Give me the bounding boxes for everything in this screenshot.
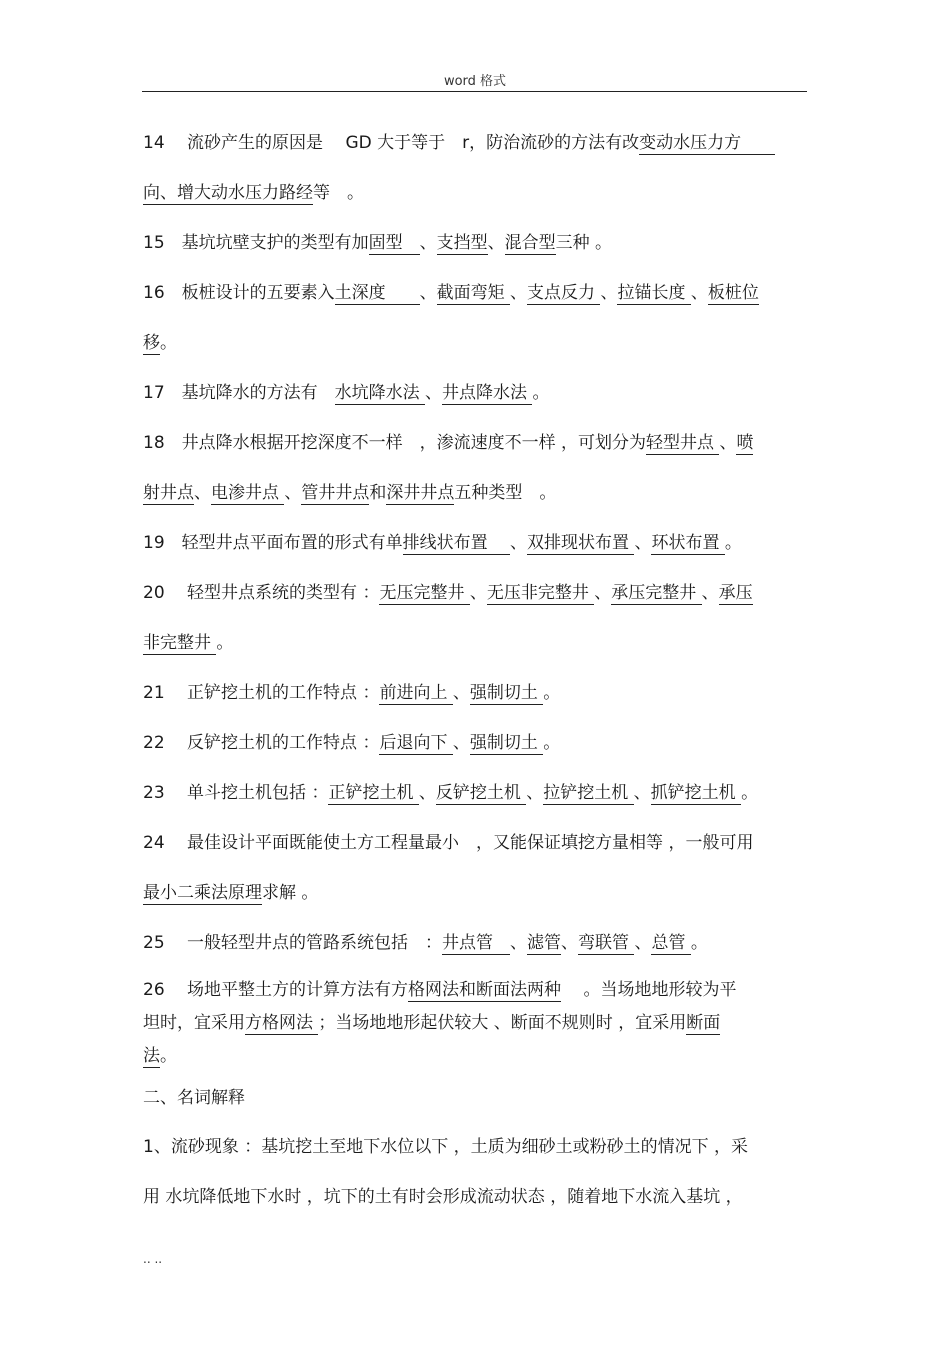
text-run: 求解 。 xyxy=(262,883,319,903)
answer-underlined: 断面 xyxy=(686,1013,721,1033)
text-run: 23 单斗挖土机包括 ： xyxy=(143,783,329,803)
answer-underlined: 最小二乘法原理 xyxy=(143,883,262,903)
text-run: 、 xyxy=(510,283,528,303)
text-run: 、 xyxy=(510,533,528,553)
text-run: 。 xyxy=(543,683,561,703)
answer-underlined: 强制切土 xyxy=(469,733,544,753)
text-run: 22 反铲挖土机的工作特点 ： xyxy=(143,733,380,753)
answer-underlined: 变动水压力方 xyxy=(639,133,776,153)
text-run: 、 xyxy=(510,933,528,953)
answer-underlined: 支挡型 xyxy=(436,233,488,253)
answer-underlined: 水坑降水法 xyxy=(334,383,426,403)
text-run: 、 xyxy=(634,533,652,553)
text-run: 坦时，宜采用 xyxy=(143,1013,245,1033)
text-run: 五种类型 。 xyxy=(454,483,557,503)
text-run: 。 xyxy=(724,533,742,553)
answer-underlined: 移 xyxy=(143,333,160,353)
answer-underlined: 前进向上 xyxy=(379,683,453,703)
text-run: 、 xyxy=(419,233,437,253)
text-line xyxy=(143,978,736,1002)
answer-underlined: 拉铲挖土机 xyxy=(543,783,634,803)
answer-underlined: 土深度 xyxy=(334,283,420,303)
text-run: 二、名词解释 xyxy=(143,1088,245,1108)
text-run: 、 xyxy=(425,383,443,403)
text-line xyxy=(143,1086,245,1110)
answer-underlined: 电渗井点 xyxy=(211,483,285,503)
text-run: 。 xyxy=(690,933,708,953)
text-run: 、 xyxy=(600,283,618,303)
answer-underlined: 射井点 xyxy=(143,483,194,503)
answer-underlined: 管井井点 xyxy=(301,483,370,503)
page-header: word 格式 xyxy=(443,74,507,89)
text-run: 16 板桩设计的五要素入 xyxy=(143,283,335,303)
answer-underlined: 喷 xyxy=(736,433,754,453)
answer-underlined: 截面弯矩 xyxy=(436,283,511,303)
text-run: ；当场地地形起伏较大 、断面不规则时 ，宜采用 xyxy=(318,1013,687,1033)
answer-underlined: 格网法和断面法两种 xyxy=(408,980,562,1000)
text-line xyxy=(143,681,560,705)
answer-underlined: 抓铲挖土机 xyxy=(650,783,742,803)
answer-underlined: 承压完整井 xyxy=(611,583,702,603)
text-run: 25 一般轻型井点的管路系统包括 ： xyxy=(143,933,443,953)
text-line xyxy=(143,581,753,605)
text-run: 15 基坑坑壁支护的类型有加 xyxy=(143,233,369,253)
answer-underlined: 滤管 xyxy=(527,933,562,953)
answer-underlined: 总管 xyxy=(651,933,691,953)
answer-underlined: 环状布置 xyxy=(651,533,725,553)
answer-underlined: 固型 xyxy=(368,233,420,253)
text-run: 26 场地平整土方的计算方法有方 xyxy=(143,980,409,1000)
text-line xyxy=(143,531,742,555)
text-line xyxy=(143,281,759,305)
text-run: 和 xyxy=(369,483,387,503)
text-run: 、 xyxy=(633,783,651,803)
text-run: 、 xyxy=(284,483,302,503)
page-footer: .. .. xyxy=(143,1252,163,1266)
answer-underlined: 非完整井 xyxy=(143,633,217,653)
text-run: 。 xyxy=(532,383,550,403)
text-line xyxy=(143,831,753,855)
text-line xyxy=(143,731,560,755)
text-run: 。 xyxy=(160,333,177,353)
header-divider xyxy=(142,91,807,92)
answer-underlined: 向、增大动水压力路经 xyxy=(143,183,313,203)
answer-underlined: 无压非完整井 xyxy=(486,583,595,603)
text-run: 。 xyxy=(543,733,561,753)
text-run: 等 。 xyxy=(313,183,364,203)
answer-underlined: 强制切土 xyxy=(469,683,544,703)
text-run: 18 井点降水根据开挖深度不一样 ，渗流速度不一样 ，可划分为 xyxy=(143,433,647,453)
text-run: 1、流砂现象 ：基坑挖土至地下水位以下 ，土质为细砂土或粉砂土的情况下 ，采 xyxy=(143,1137,749,1157)
answer-underlined: 方格网法 xyxy=(245,1013,319,1033)
text-run: 、 xyxy=(526,783,544,803)
text-line xyxy=(143,481,556,505)
answer-underlined: 无压完整井 xyxy=(379,583,470,603)
text-line xyxy=(143,381,549,405)
answer-underlined: 排线状布置 xyxy=(402,533,511,553)
answer-underlined: 反铲挖土机 xyxy=(435,783,527,803)
answer-underlined: 井点管 xyxy=(442,933,511,953)
answer-underlined: 法 xyxy=(143,1046,160,1066)
text-run: 、 xyxy=(469,583,487,603)
text-run: 24 最佳设计平面既能使土方工程量最小 ，又能保证填挖方量相等 ，一般可用 xyxy=(143,833,754,853)
answer-underlined: 正铲挖土机 xyxy=(328,783,419,803)
answer-underlined: 承压 xyxy=(718,583,753,603)
text-line xyxy=(143,331,177,355)
text-line xyxy=(143,881,318,905)
text-run: 17 基坑降水的方法有 xyxy=(143,383,335,403)
text-run: 、 xyxy=(634,933,652,953)
text-run: 。 xyxy=(741,783,759,803)
text-line xyxy=(143,1135,748,1159)
text-line xyxy=(143,631,233,655)
text-run: 、 xyxy=(418,783,436,803)
answer-underlined: 支点反力 xyxy=(527,283,601,303)
text-run: 、 xyxy=(487,233,505,253)
text-run: 、 xyxy=(701,583,719,603)
text-run: 、 xyxy=(452,733,470,753)
text-run: 、 xyxy=(690,283,708,303)
text-line xyxy=(143,231,612,255)
text-run: 。 xyxy=(216,633,234,653)
text-run: 。 xyxy=(160,1046,177,1066)
text-run: 用 水坑降低地下水时 ，坑下的土有时会形成流动状态 ，随着地下水流入基坑 ， xyxy=(143,1187,743,1207)
text-line xyxy=(143,1185,743,1209)
text-run: 、 xyxy=(561,933,579,953)
text-run: 、 xyxy=(452,683,470,703)
text-run: 。当场地地形较为平 xyxy=(561,980,737,1000)
text-line xyxy=(143,431,753,455)
text-run: 19 轻型井点平面布置的形式有单 xyxy=(143,533,403,553)
answer-underlined: 轻型井点 xyxy=(646,433,720,453)
text-line xyxy=(143,1044,177,1068)
text-run: 、 xyxy=(719,433,737,453)
text-run: 、 xyxy=(594,583,612,603)
answer-underlined: 井点降水法 xyxy=(442,383,533,403)
text-run: 14 流砂产生的原因是 GD 大于等于 r，防治流砂的方法有改 xyxy=(143,133,640,153)
text-line xyxy=(143,1011,720,1035)
answer-underlined: 双排现状布置 xyxy=(527,533,635,553)
text-run: 、 xyxy=(194,483,211,503)
text-line xyxy=(143,131,775,155)
answer-underlined: 深井井点 xyxy=(386,483,455,503)
text-run: 三种 。 xyxy=(555,233,613,253)
text-run: 20 轻型井点系统的类型有 ： xyxy=(143,583,380,603)
answer-underlined: 拉锚长度 xyxy=(617,283,691,303)
text-run: 、 xyxy=(419,283,437,303)
answer-underlined: 板桩位 xyxy=(707,283,759,303)
text-line xyxy=(143,931,708,955)
answer-underlined: 后退向下 xyxy=(379,733,453,753)
answer-underlined: 弯联管 xyxy=(578,933,635,953)
text-line xyxy=(143,181,364,205)
answer-underlined: 混合型 xyxy=(504,233,556,253)
text-line xyxy=(143,781,758,805)
text-run: 21 正铲挖土机的工作特点 ： xyxy=(143,683,380,703)
